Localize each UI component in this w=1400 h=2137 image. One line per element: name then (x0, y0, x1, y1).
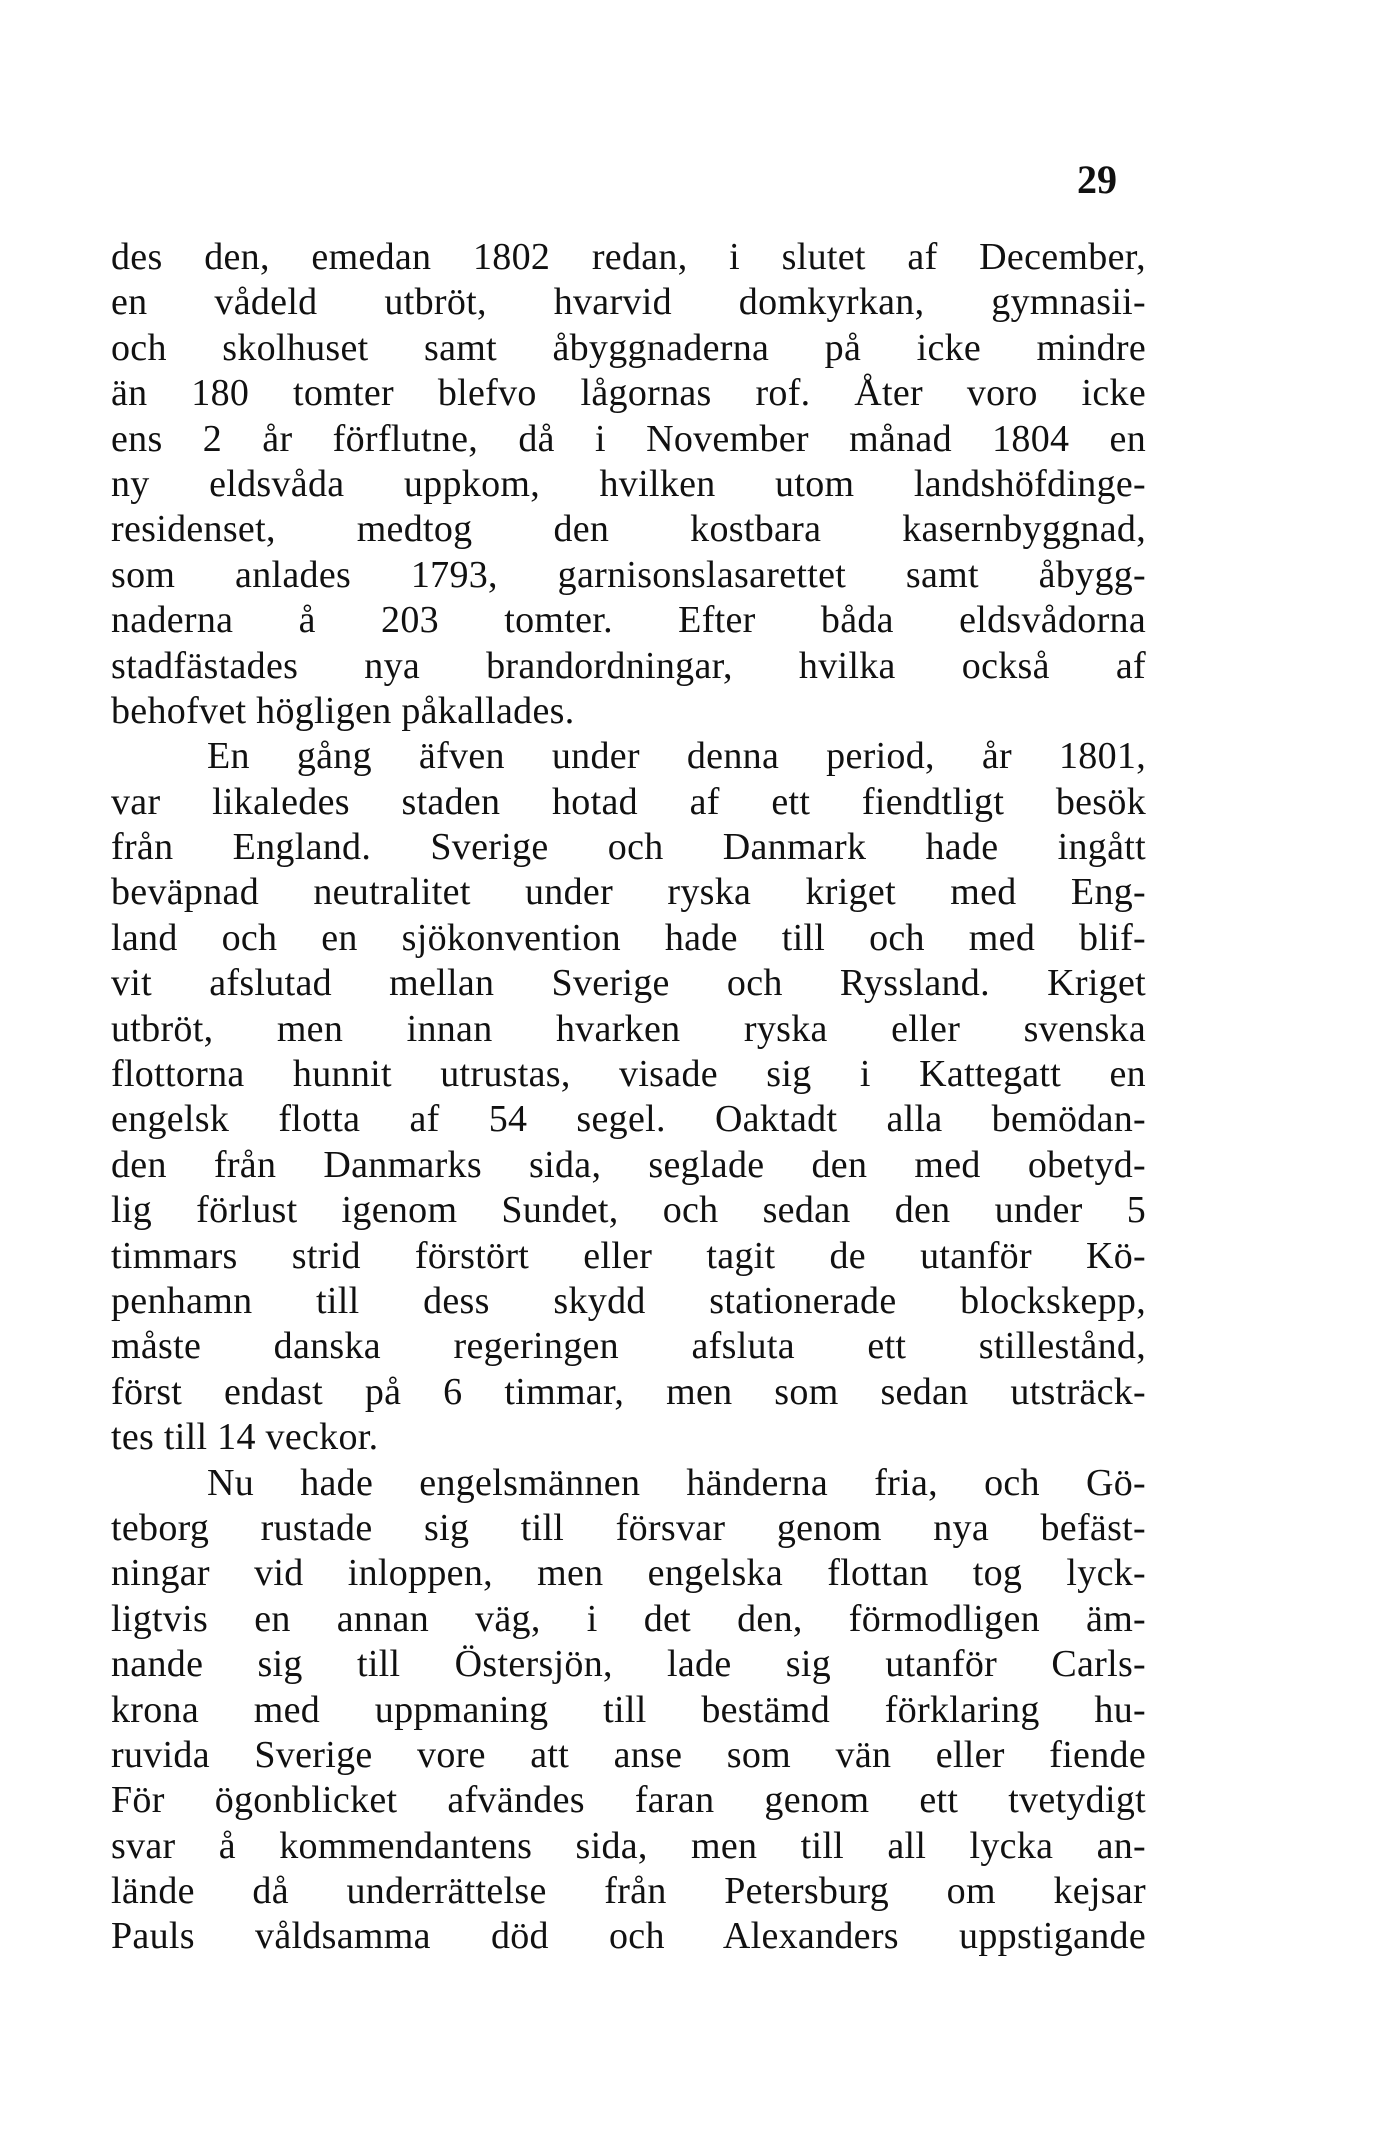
text-line: en vådeld utbröt, hvarvid domkyrkan, gymnasii- (111, 281, 1146, 324)
text-line: nande sig till Östersjön, lade sig utanför Carls- (111, 1643, 1146, 1686)
text-line: penhamn till dess skydd stationerade blockskepp, (111, 1279, 1146, 1322)
text-line: först endast på 6 timmar, men som sedan utsträck- (111, 1370, 1146, 1413)
text-line: stadfästades nya brandordningar, hvilka också af (111, 644, 1146, 687)
body-text (111, 235, 1146, 1960)
text-line: flottorna hunnit utrustas, visade sig i Kattegatt en (111, 1053, 1146, 1096)
text-line: behofvet högligen påkallades. (111, 689, 575, 732)
text-line: som anlades 1793, garnisonslasarettet samt åbygg- (111, 553, 1146, 596)
text-line: var likaledes staden hotad af ett fiendtligt besök (111, 780, 1146, 823)
text-line: svar å kommendantens sida, men till all lycka an- (111, 1824, 1146, 1867)
text-line: timmars strid förstört eller tagit de utanför Kö- (111, 1234, 1146, 1277)
text-line: En gång äfven under denna period, år 1801, (207, 735, 1146, 778)
text-line: än 180 tomter blefvo lågornas rof. Åter voro icke (111, 372, 1146, 415)
text-line: Pauls våldsamma död och Alexanders uppstigande (111, 1915, 1146, 1958)
text-line: lände då underrättelse från Petersburg om kejsar (111, 1870, 1146, 1913)
text-line: residenset, medtog den kostbara kasernbyggnad, (111, 508, 1146, 551)
text-line: teborg rustade sig till försvar genom nya befäst- (111, 1506, 1146, 1549)
text-line: engelsk flotta af 54 segel. Oaktadt alla bemödan- (111, 1098, 1146, 1141)
text-line: den från Danmarks sida, seglade den med obetyd- (111, 1143, 1146, 1186)
text-line: tes till 14 veckor. (111, 1416, 379, 1459)
text-line: ligtvis en annan väg, i det den, förmodligen äm- (111, 1597, 1146, 1640)
text-line: land och en sjökonvention hade till och med blif- (111, 916, 1146, 959)
text-line: För ögonblicket afvändes faran genom ett tvetydigt (111, 1779, 1146, 1822)
text-line: och skolhuset samt åbyggnaderna på icke mindre (111, 326, 1146, 369)
text-line: krona med uppmaning till bestämd förklaring hu- (111, 1688, 1146, 1731)
text-line: vit afslutad mellan Sverige och Ryssland. Kriget (111, 962, 1146, 1005)
text-line: ens 2 år förflutne, då i November månad 1804 en (111, 417, 1146, 460)
text-line: beväpnad neutralitet under ryska kriget med Eng- (111, 871, 1146, 914)
text-line: des den, emedan 1802 redan, i slutet af December, (111, 236, 1146, 278)
text-line: lig förlust igenom Sundet, och sedan den under 5 (111, 1189, 1146, 1232)
text-line: Nu hade engelsmännen händerna fria, och Gö- (207, 1461, 1146, 1504)
text-line: ny eldsvåda uppkom, hvilken utom landshöfdinge- (111, 462, 1146, 505)
text-line: ruvida Sverige vore att anse som vän eller fiende (111, 1733, 1146, 1776)
text-line: från England. Sverige och Danmark hade ingått (111, 826, 1146, 869)
text-line: utbröt, men innan hvarken ryska eller svenska (111, 1007, 1146, 1050)
text-line: naderna å 203 tomter. Efter båda eldsvådorna (111, 599, 1146, 642)
text-line: måste danska regeringen afsluta ett stillestånd, (111, 1325, 1146, 1368)
page-number: 29 (1077, 157, 1117, 202)
text-line: ningar vid inloppen, men engelska flottan tog lyck- (111, 1552, 1146, 1595)
